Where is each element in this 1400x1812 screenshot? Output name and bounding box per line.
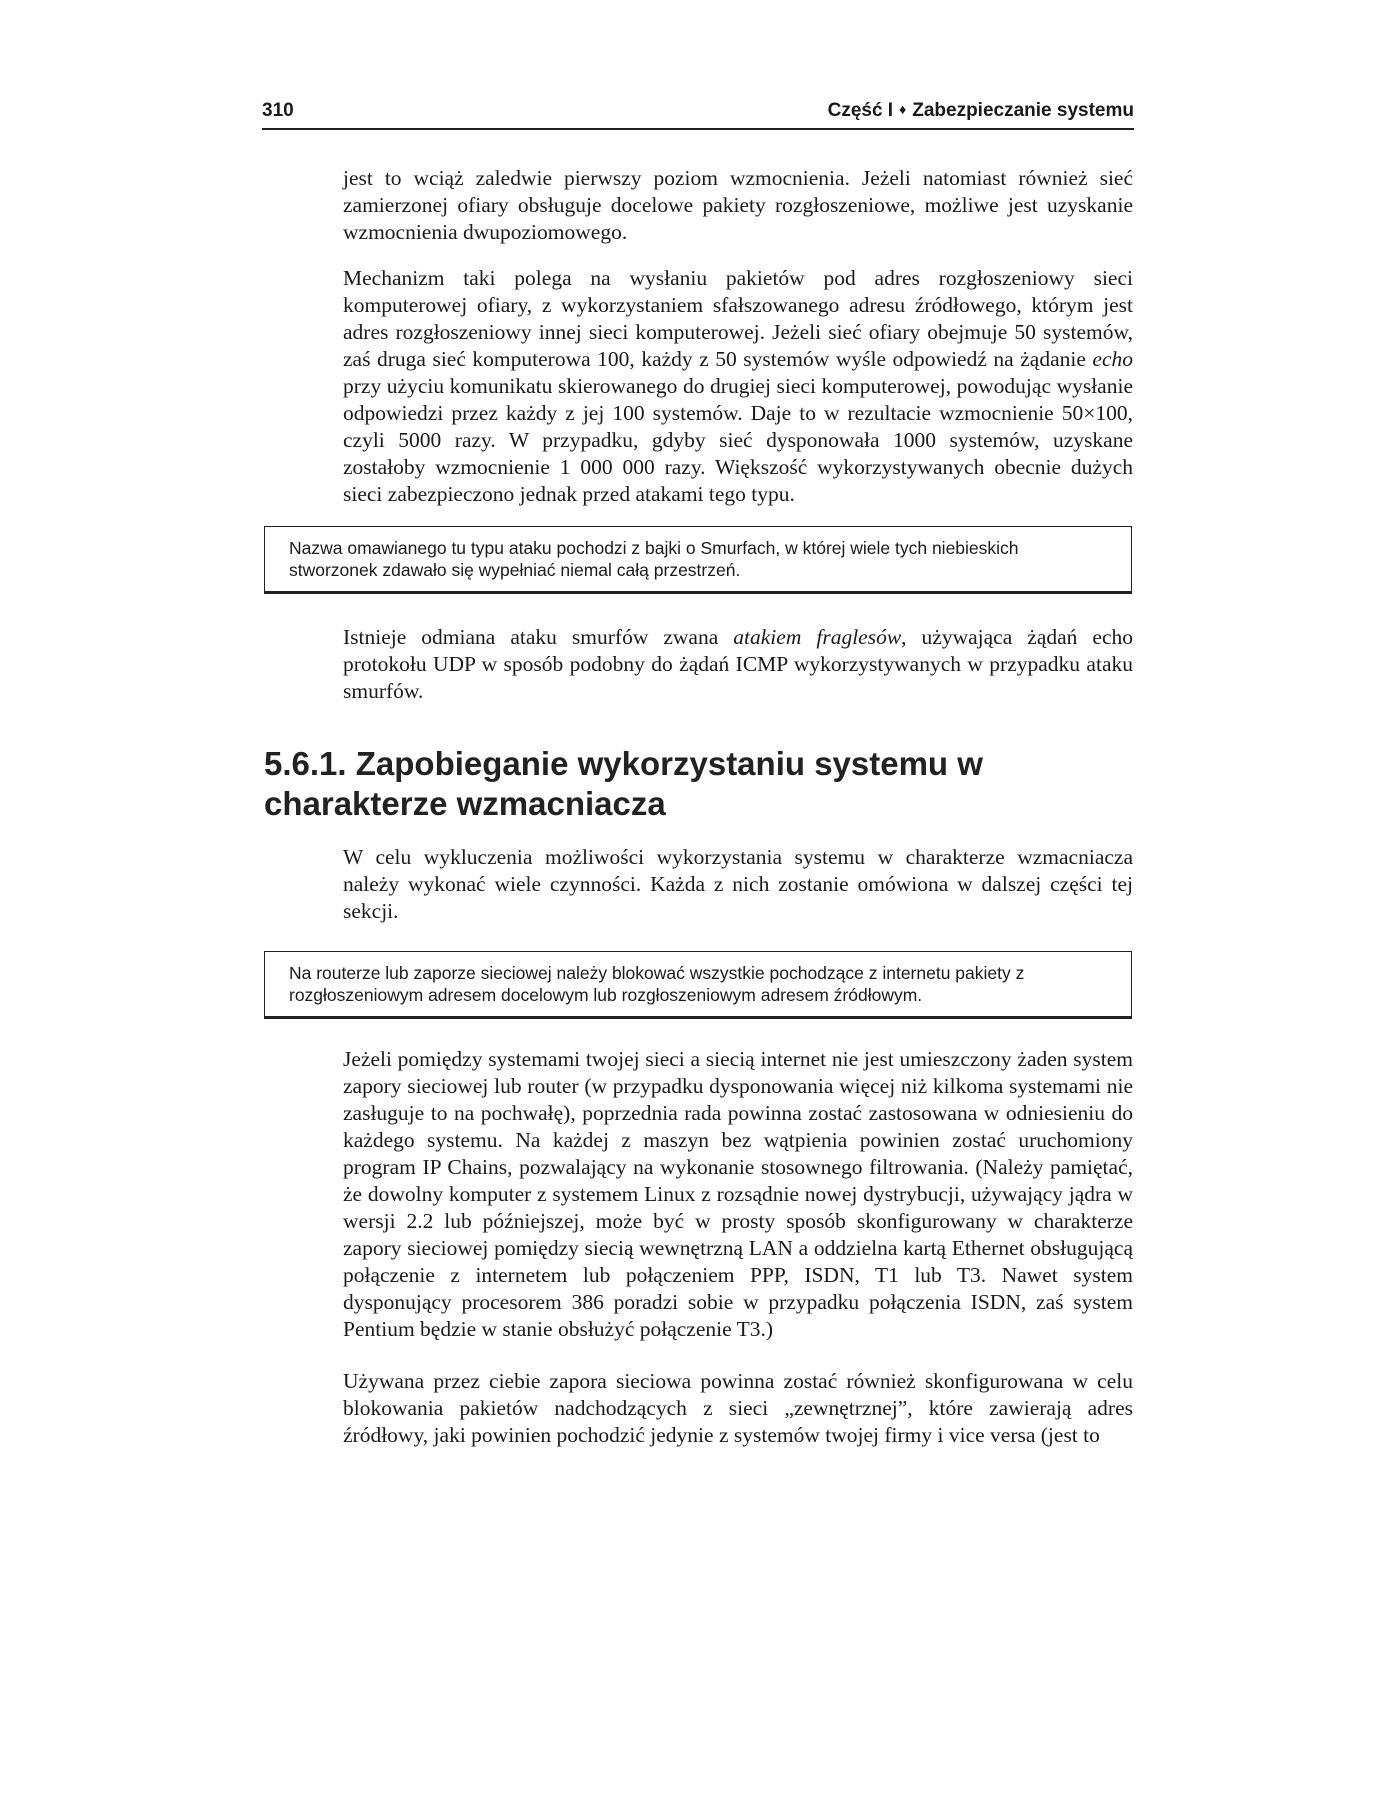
note-text: Nazwa omawianego tu typu ataku pochodzi z bajki o Smurfach, w której wiele tych niebieskich stworzonek zdawało się wypełniać niemal całą przestrzeń. [289, 538, 1019, 580]
note-box-router [264, 951, 1132, 1017]
paragraph-3-text: Istnieje odmiana ataku smurfów zwana [343, 625, 734, 649]
paragraph-3-italic: atakiem fraglesów [733, 625, 902, 649]
paragraph-6: Używana przez ciebie zapora sieciowa powinna zostać również skonfigurowana w celu blokowania pakietów nadchodzących z sieci „zewnętrznej”, które zawierają adres źródłowy, jaki powinien pochodzić jedynie z systemów twojej firmy i vice versa (jest to [343, 1369, 1133, 1447]
note-text: Na routerze lub zaporze sieciowej należy blokować wszystkie pochodzące z internetu pakiety z rozgłoszeniowym adresem docelowym lub rozgłoszeniowym adresem źródłowym. [289, 963, 1025, 1005]
paragraph-2-italic: echo [1092, 347, 1133, 371]
page-header [262, 98, 1134, 130]
chapter-title: Zabezpieczanie systemu [912, 100, 1134, 121]
page-number: 310 [262, 100, 294, 121]
section-title: Zapobieganie wykorzystaniu systemu w charakterze wzmacniacza [264, 745, 983, 822]
paragraph-2-text-end: przy użyciu komunikatu skierowanego do drugiej sieci komputerowej, powodując wysłanie odpowiedzi przez każdy z jej 100 systemów. Daje to w rezultacie wzmocnienie 50×100, czyli 5000 razy. W przypadku, gdyby sieć dysponowała 1000 systemów, uzyskane zostałoby wzmocnienie 1 000 000 razy. Większość wykorzystywanych obecnie dużych sieci zabezpieczono jednak przed atakami tego typu. [343, 374, 1133, 506]
paragraph-3 [343, 624, 1133, 705]
section-heading [264, 744, 1134, 824]
paragraph-5: Jeżeli pomiędzy systemami twojej sieci a siecią internet nie jest umieszczony żaden system zapory sieciowej lub router (w przypadku dysponowania więcej niż kilkoma systemami nie zasługuje to na pochwałę), poprzednia rada powinna zostać zastosowana w odniesieniu do każdego systemu. Na każdej z maszyn bez wątpienia powinien zostać uruchomiony program IP Chains, pozwalający na wykonanie stosownego filtrowania. (Należy pamiętać, że dowolny komputer z systemem Linux z rozsądnie nowej dystrybucji, używający jądra w wersji 2.2 lub późniejszej, może być w prosty sposób skonfigurowany w charakterze zapory sieciowej pomiędzy siecią wewnętrzną LAN a oddzielna kartą Ethernet obsługującą połączenie z internetem lub połączeniem PPP, ISDN, T1 lub T3. Nawet system dysponujący procesorem 386 poradzi sobie w przypadku połączenia ISDN, zaś system Pentium będzie w stanie obsłużyć połączenie T3.) [343, 1047, 1133, 1341]
paragraph-2 [343, 265, 1133, 508]
section-number: 5.6.1. [264, 745, 347, 782]
paragraph-2-text: Mechanizm taki polega na wysłaniu pakietów pod adres rozgłoszeniowy sieci komputerowej ofiary, z wykorzystaniem sfałszowanego adresu źródłowego, którym jest adres rozgłoszeniowy innej sieci komputerowej. Jeżeli sieć ofiary obejmuje 50 systemów, zaś druga sieć komputerowa 100, każdy z 50 systemów wyśle odpowiedź na żądanie [343, 266, 1133, 371]
paragraph-1: jest to wciąż zaledwie pierwszy poziom wzmocnienia. Jeżeli natomiast również sieć zamierzonej ofiary obsługuje docelowe pakiety rozgłoszeniowe, możliwe jest uzyskanie wzmocnienia dwupoziomowego. [343, 166, 1133, 244]
paragraph-3-text-end: , używająca żądań echo protokołu UDP w sposób podobny do żądań ICMP wykorzystywanych w przypadku ataku smurfów. [343, 625, 1134, 703]
note-box-smurf [264, 526, 1132, 592]
running-head [828, 100, 1134, 122]
paragraph-4: W celu wykluczenia możliwości wykorzystania systemu w charakterze wzmacniacza należy wykonać wiele czynności. Każda z nich zostanie omówiona w dalszej części tej sekcji. [343, 845, 1133, 923]
diamond-separator-icon: ♦ [899, 101, 907, 117]
part-label: Część I [827, 100, 894, 121]
